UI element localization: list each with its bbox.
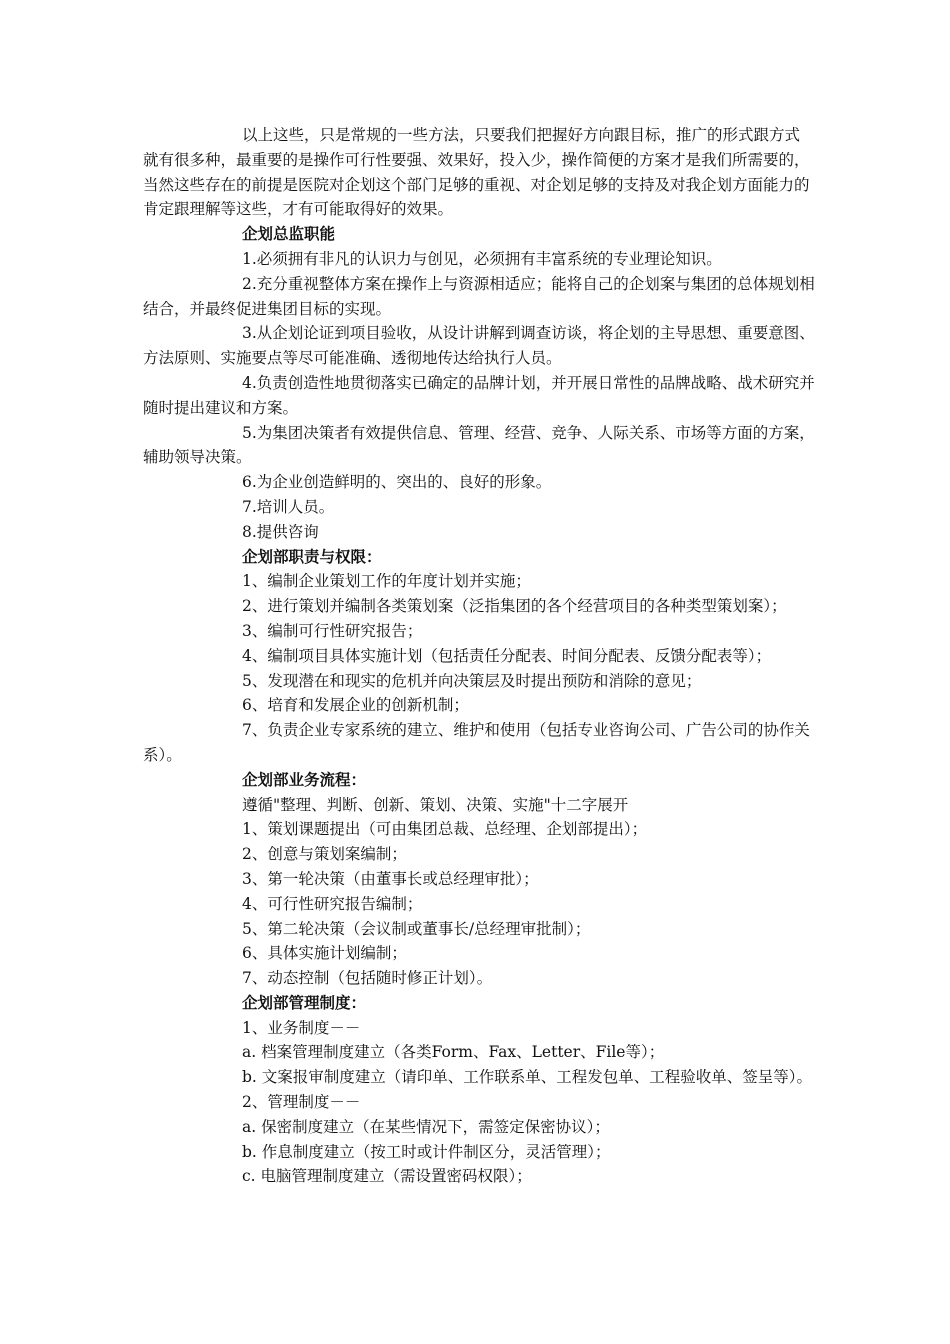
list-item: 3、编制可行性研究报告； bbox=[242, 621, 423, 640]
list-item: 遵循"整理、判断、创新、策划、决策、实施"十二字展开 bbox=[242, 795, 629, 814]
list-item: 7、动态控制（包括随时修正计划）。 bbox=[242, 969, 493, 988]
list-item: c. 电脑管理制度建立（需设置密码权限）； bbox=[242, 1167, 532, 1186]
section-heading-director-functions: 企划总监职能 bbox=[242, 224, 336, 244]
list-item: 1.必须拥有非凡的认识力与创见，必须拥有丰富系统的专业理论知识。 bbox=[242, 249, 722, 268]
section-heading-management: 企划部管理制度： bbox=[242, 992, 367, 1012]
list-item: 5.为集团决策者有效提供信息、管理、经营、竞争、人际关系、市场等方面的方案，辅助领导决策。 bbox=[143, 423, 815, 467]
list-item: 8.提供咨询 bbox=[242, 522, 319, 541]
list-item: 4、编制项目具体实施计划（包括责任分配表、时间分配表、反馈分配表等）； bbox=[242, 646, 772, 665]
list-item: 1、业务制度－－ bbox=[242, 1018, 361, 1037]
list-item: a. 保密制度建立（在某些情况下，需签定保密协议）； bbox=[242, 1117, 610, 1136]
list-item: 2、管理制度－－ bbox=[242, 1093, 361, 1112]
list-item: 1、策划课题提出（可由集团总裁、总经理、企划部提出）； bbox=[242, 820, 648, 839]
list-item: 7.培训人员。 bbox=[242, 497, 335, 516]
list-item: 1、编制企业策划工作的年度计划并实施； bbox=[242, 572, 531, 591]
list-item: 6、培育和发展企业的创新机制； bbox=[242, 696, 469, 715]
list-item: 3.从企划论证到项目验收，从设计讲解到调查访谈，将企划的主导思想、重要意图、方法原则、实施要点等尽可能准确、透彻地传达给执行人员。 bbox=[143, 324, 815, 368]
list-item: 2、进行策划并编制各类策划案（泛指集团的各个经营项目的各种类型策划案）； bbox=[242, 597, 787, 616]
list-item: 6.为企业创造鲜明的、突出的、良好的形象。 bbox=[242, 473, 552, 492]
list-item: b. 文案报审制度建立（请印单、工作联系单、工程发包单、工程验收单、签呈等）。 bbox=[242, 1068, 813, 1087]
list-item: 4、可行性研究报告编制； bbox=[242, 894, 423, 913]
section-heading-duties: 企划部职责与权限： bbox=[242, 546, 382, 566]
list-item: 2、创意与策划案编制； bbox=[242, 845, 407, 864]
list-item: 3、第一轮决策（由董事长或总经理审批）； bbox=[242, 869, 539, 888]
list-item: b. 作息制度建立（按工时或计件制区分，灵活管理）； bbox=[242, 1142, 611, 1161]
list-item: 2.充分重视整体方案在操作上与资源相适应；能将自己的企划案与集团的总体规划相结合，并最终促进集团目标的实现。 bbox=[143, 274, 815, 318]
list-item: 5、发现潜在和现实的危机并向决策层及时提出预防和消除的意见； bbox=[242, 671, 702, 690]
document-body bbox=[143, 123, 815, 1189]
list-item: 4.负责创造性地贯彻落实已确定的品牌计划，并开展日常性的品牌战略、战术研究并随时提出建议和方案。 bbox=[143, 373, 815, 417]
list-item: 6、具体实施计划编制； bbox=[242, 944, 407, 963]
list-item: 5、第二轮决策（会议制或董事长/总经理审批制）； bbox=[242, 919, 591, 938]
list-item: a. 档案管理制度建立（各类Form、Fax、Letter、File等）； bbox=[242, 1043, 665, 1062]
paragraph-intro: 以上这些，只是常规的一些方法，只要我们把握好方向跟目标，推广的形式跟方式就有很多种，最重要的是操作可行性要强、效果好，投入少，操作简便的方案才是我们所需要的，当然这些存在的前提是医院对企划这个部门足够的重视、对企划足够的支持及对我企划方面能力的肯定跟理解等这些，才有可能取得好的效果。 bbox=[143, 126, 810, 219]
list-item: 7、负责企业专家系统的建立、维护和使用（包括专业咨询公司、广告公司的协作关系）。 bbox=[143, 721, 810, 764]
section-heading-workflow: 企划部业务流程： bbox=[242, 769, 367, 789]
